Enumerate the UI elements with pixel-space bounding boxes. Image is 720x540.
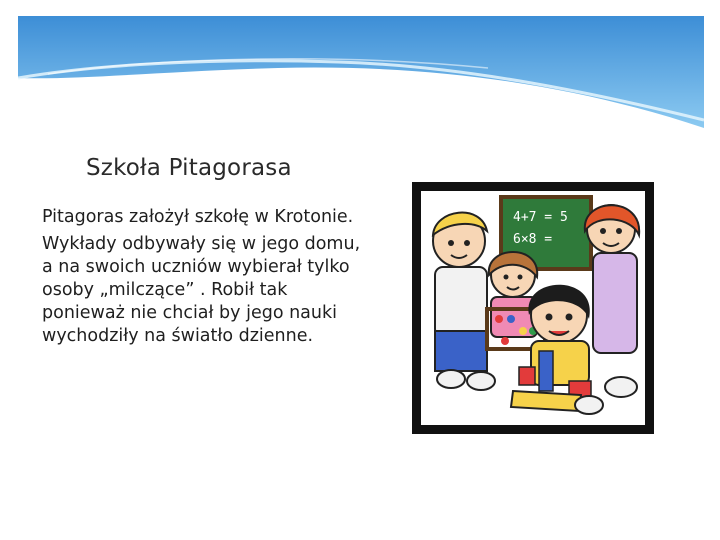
chalkboard-line-2: 6×8 = xyxy=(513,232,553,247)
paragraph-1: Pitagoras założył szkołę w Krotonie. xyxy=(42,207,354,227)
slide-title: Szkoła Pitagorasa xyxy=(86,155,292,181)
children-classroom-clipart xyxy=(421,191,645,425)
chalkboard-line-1: 4+7 = 5 xyxy=(513,210,568,225)
header-wave-banner xyxy=(18,16,704,128)
paragraph-2: Wykłady odbywały się w jego domu, a na swoich uczniów wybierał tylko osoby „milczące” . Robił tak ponieważ nie chciał by jego nauki wychodziły na światło dzienne. xyxy=(42,234,361,346)
illustration-frame xyxy=(412,182,654,434)
body-text xyxy=(42,206,372,352)
